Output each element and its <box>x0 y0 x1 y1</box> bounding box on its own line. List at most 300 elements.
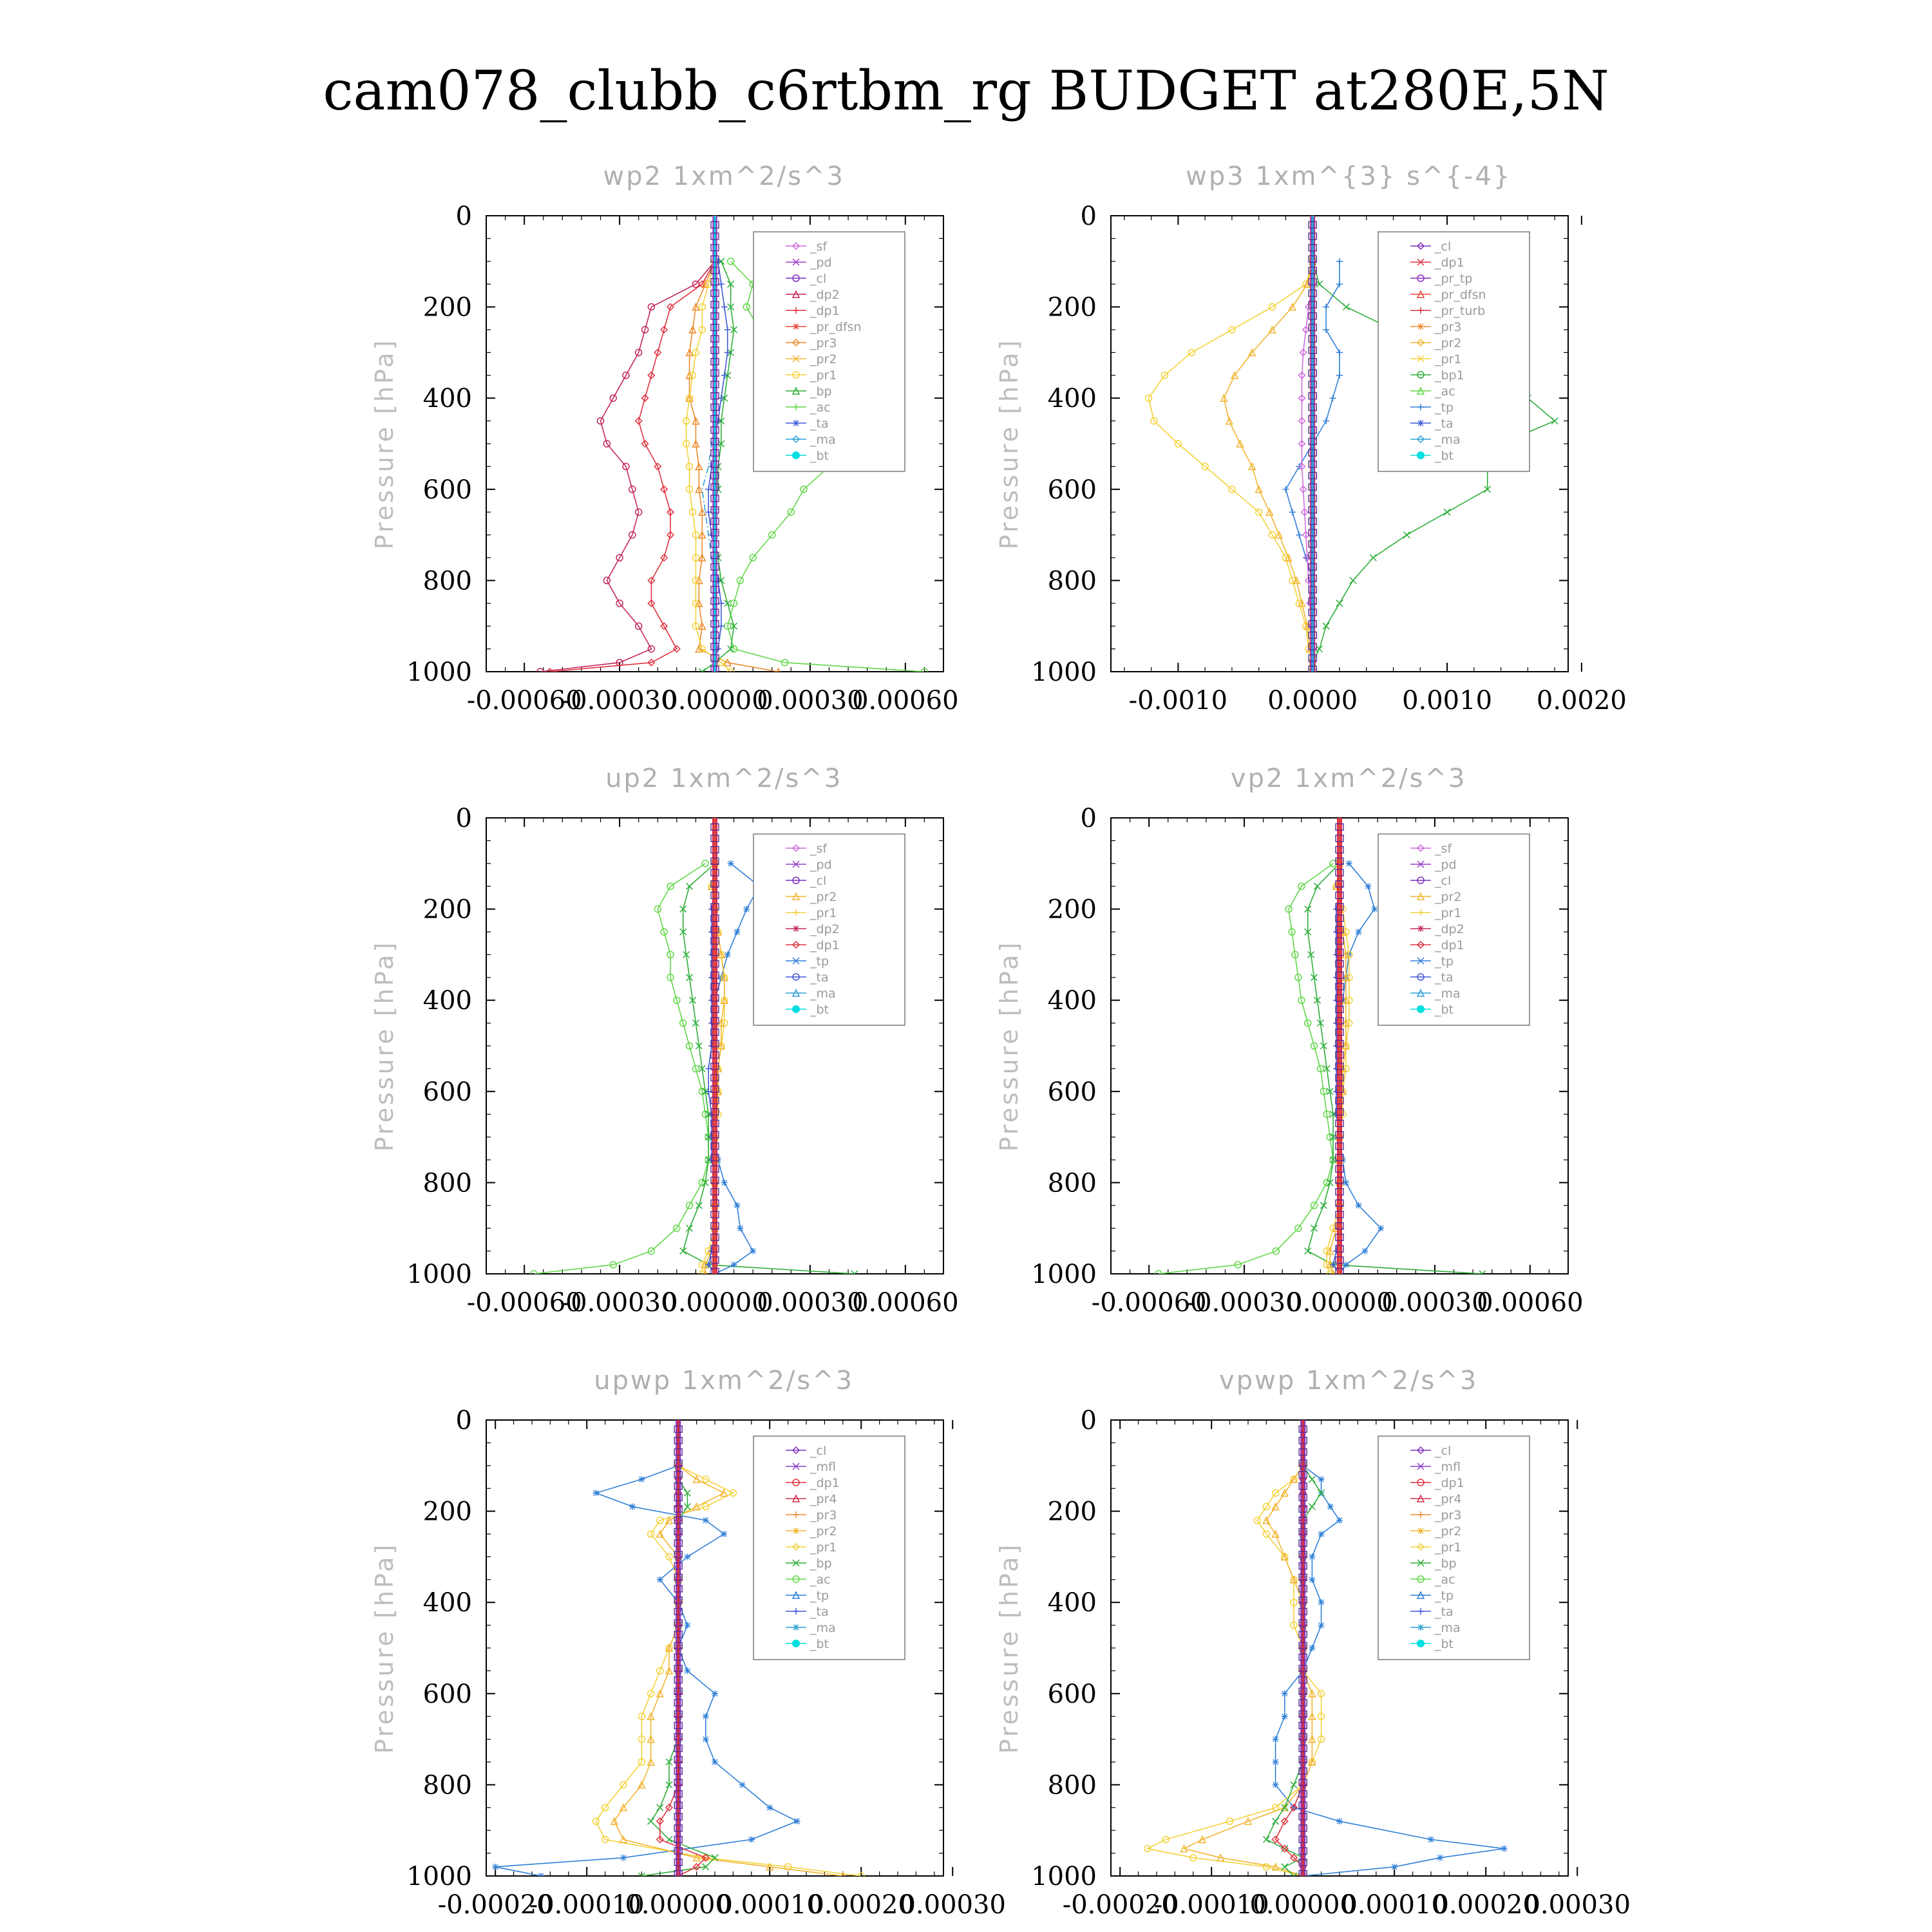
data-point <box>1318 1622 1325 1629</box>
series-dp1 <box>657 1463 709 1879</box>
data-point <box>1323 623 1329 629</box>
data-point <box>1327 1504 1334 1510</box>
legend-label: _pr3 <box>1435 320 1462 334</box>
data-point <box>712 1690 718 1697</box>
data-point <box>1350 577 1356 583</box>
panel-title: upwp 1xm^2/s^3 <box>594 1366 855 1396</box>
legend-label: _tp <box>810 954 829 969</box>
series-line <box>540 261 715 672</box>
y-tick-label: 600 <box>422 1679 472 1709</box>
data-point <box>1318 1531 1325 1537</box>
data-point <box>724 951 731 958</box>
legend-label: _bt <box>810 1637 829 1651</box>
legend-label: _sf <box>810 842 828 856</box>
data-point <box>1336 600 1343 607</box>
x-tick-label: 0.00020 <box>808 1890 914 1920</box>
x-tick-label: -0.00010 <box>529 1890 645 1920</box>
legend-label: _tp <box>1435 1589 1454 1603</box>
legend-label: _pr4 <box>810 1492 837 1506</box>
legend-label: _pr_tp <box>1435 272 1473 286</box>
data-point <box>1330 395 1336 401</box>
legend-label: _bt <box>1435 1637 1454 1651</box>
legend <box>1378 834 1530 1025</box>
legend-label: _pr_turb <box>1435 304 1486 318</box>
legend-marker <box>1417 1624 1424 1631</box>
x-tick-label: -0.00010 <box>1153 1890 1269 1920</box>
series-dp1 <box>1155 860 1336 1277</box>
data-point <box>1371 906 1378 913</box>
figure-title: cam078_clubb_c6rtbm_rg BUDGET at280E,5N <box>323 59 1609 122</box>
legend-label: _cl <box>810 1444 827 1458</box>
data-point <box>703 1517 709 1524</box>
legend <box>1378 232 1530 471</box>
series-line <box>1184 1466 1312 1876</box>
legend-label: _pd <box>810 256 832 270</box>
data-point <box>1428 1836 1434 1842</box>
legend-label: _bt <box>1435 1003 1454 1017</box>
legend-label: _ta <box>810 1605 829 1619</box>
legend-label: _pr2 <box>1435 336 1462 350</box>
legend-label: _pr3 <box>1435 1508 1462 1522</box>
series-pr2 <box>1181 1463 1316 1879</box>
data-point <box>684 1622 690 1629</box>
y-tick-label: 600 <box>422 1077 472 1107</box>
legend-marker <box>1417 420 1424 426</box>
data-point <box>734 929 741 935</box>
panel-3 <box>370 764 959 1318</box>
data-point <box>1273 1736 1279 1743</box>
data-point <box>1309 1553 1315 1560</box>
panel-2 <box>995 162 1627 715</box>
panel-5 <box>370 1366 1006 1920</box>
legend-marker <box>1417 1005 1425 1013</box>
legend-label: _mfl <box>810 1460 836 1474</box>
panel-title: wp2 1xm^2/s^3 <box>603 162 846 191</box>
legend <box>753 834 905 1025</box>
panels <box>370 162 1631 1920</box>
data-point <box>1501 1846 1508 1852</box>
legend-label: _bt <box>1435 449 1454 463</box>
legend-label: _pr3 <box>810 1508 837 1522</box>
series-line <box>1148 1466 1321 1876</box>
x-tick-label: -0.00060 <box>466 686 582 715</box>
data-point <box>1336 372 1343 379</box>
data-point <box>734 1202 741 1209</box>
data-point <box>1323 418 1329 424</box>
x-tick-label: 0.00000 <box>1249 1890 1356 1920</box>
data-point <box>1291 1781 1297 1788</box>
x-tick-label: 0.00000 <box>625 1890 732 1920</box>
y-tick-label: 400 <box>422 986 472 1016</box>
legend-label: _pr_dfsn <box>810 320 862 334</box>
legend-label: _dp1 <box>1435 938 1464 952</box>
data-point <box>1343 304 1349 310</box>
data-point <box>794 1818 800 1824</box>
legend-label: _ac <box>810 401 831 415</box>
legend-label: _dp1 <box>810 1476 840 1490</box>
legend <box>1378 1436 1530 1660</box>
y-tick-label: 400 <box>422 1588 472 1618</box>
data-point <box>492 1864 498 1870</box>
series-line <box>660 1466 706 1876</box>
y-axis-label: Pressure [hPa] <box>995 940 1023 1152</box>
data-point <box>1336 349 1343 355</box>
data-point <box>592 1490 599 1496</box>
data-point <box>750 1248 756 1255</box>
y-tick-label: 0 <box>1080 1406 1097 1435</box>
x-tick-label: 0.00000 <box>661 686 768 715</box>
legend-label: _pr1 <box>810 1540 837 1555</box>
data-point <box>648 1818 654 1824</box>
y-tick-label: 1000 <box>1031 1260 1097 1289</box>
panel-title: vpwp 1xm^2/s^3 <box>1219 1366 1479 1396</box>
data-point <box>712 1759 718 1765</box>
x-tick-label: 0.0000 <box>1267 686 1358 715</box>
legend-marker <box>793 420 799 426</box>
data-point <box>1437 1855 1443 1861</box>
data-point <box>684 1553 690 1560</box>
data-point <box>1444 509 1450 515</box>
data-point <box>1361 1248 1368 1255</box>
y-tick-label: 400 <box>1047 986 1097 1016</box>
y-tick-label: 0 <box>455 202 472 231</box>
legend <box>753 1436 905 1660</box>
x-tick-label: -0.00020 <box>437 1890 553 1920</box>
x-tick-label: 0.00060 <box>852 686 959 715</box>
series-pr1 <box>1145 258 1316 675</box>
data-point <box>1391 1864 1397 1870</box>
legend-label: _ma <box>810 987 836 1001</box>
legend-label: _bp <box>810 1557 832 1571</box>
y-tick-label: 800 <box>422 1770 472 1801</box>
series-bp <box>1263 1463 1324 1879</box>
y-tick-label: 1000 <box>406 1260 472 1289</box>
legend-label: _pr2 <box>810 890 837 904</box>
y-axis-label: Pressure [hPa] <box>995 337 1023 550</box>
data-point <box>657 1577 663 1583</box>
data-point <box>1336 1818 1343 1824</box>
x-tick-label: 0.00000 <box>1286 1288 1393 1318</box>
y-tick-label: 0 <box>455 1406 472 1435</box>
legend-marker <box>1417 925 1424 932</box>
legend-label: _pr2 <box>810 1524 837 1539</box>
y-axis-label: Pressure [hPa] <box>995 1542 1023 1754</box>
data-point <box>1309 1577 1315 1583</box>
data-point <box>1282 1713 1288 1719</box>
y-tick-label: 0 <box>1080 202 1097 231</box>
x-tick-label: -0.00060 <box>1091 1288 1207 1318</box>
legend-label: _bt <box>810 449 829 463</box>
data-point <box>1551 418 1558 424</box>
x-tick-label: 0.00060 <box>852 1288 959 1318</box>
legend-label: _tp <box>810 1589 829 1603</box>
legend-label: _sf <box>810 240 828 254</box>
legend-label: _ma <box>810 1621 836 1635</box>
legend-label: _tp <box>1435 401 1454 415</box>
x-tick-label: -0.00030 <box>1186 1288 1302 1318</box>
x-tick-label: 0.00010 <box>1341 1890 1448 1920</box>
legend-label: _pr1 <box>1435 906 1462 920</box>
data-point <box>1296 532 1302 538</box>
y-tick-label: 0 <box>455 804 472 833</box>
y-tick-label: 600 <box>1047 475 1097 505</box>
y-tick-label: 800 <box>1047 566 1097 596</box>
data-point <box>1346 860 1352 867</box>
data-point <box>1316 281 1323 287</box>
legend-label: _dp2 <box>810 922 840 936</box>
data-point <box>1309 1476 1315 1482</box>
data-point <box>721 1179 728 1186</box>
y-tick-label: 400 <box>1047 384 1097 414</box>
legend-label: _ma <box>1435 987 1461 1001</box>
x-tick-label: 0.00000 <box>661 1288 768 1318</box>
series-line <box>534 864 708 1274</box>
y-tick-label: 0 <box>1080 804 1097 833</box>
series-dp2 <box>537 258 718 675</box>
series-line <box>1266 1466 1321 1876</box>
series-line <box>1159 864 1333 1274</box>
data-point <box>1273 1781 1279 1788</box>
y-tick-label: 800 <box>1047 1770 1097 1801</box>
x-tick-label: 0.00030 <box>1381 1288 1488 1318</box>
legend-label: _pr2 <box>1435 890 1462 904</box>
legend-label: _bp <box>1435 1557 1457 1571</box>
legend-label: _cl <box>1435 1444 1452 1458</box>
series-line <box>495 1466 797 1876</box>
legend-label: _dp1 <box>810 304 840 318</box>
legend-marker <box>1417 1640 1425 1647</box>
legend-label: _dp1 <box>810 938 840 952</box>
x-tick-label: 0.0010 <box>1402 686 1493 715</box>
legend-label: _cl <box>810 272 827 286</box>
data-point <box>657 1804 663 1811</box>
legend-marker <box>793 925 799 932</box>
x-tick-label: -0.00030 <box>562 1288 677 1318</box>
data-point <box>737 1225 743 1231</box>
data-point <box>743 906 750 913</box>
legend-marker <box>793 1624 799 1631</box>
data-point <box>1318 1476 1325 1482</box>
data-point <box>1370 554 1376 561</box>
data-point <box>703 1713 709 1719</box>
legend-marker <box>793 323 799 330</box>
legend-label: _bt <box>810 1003 829 1017</box>
x-tick-label: -0.00020 <box>1062 1890 1178 1920</box>
data-point <box>1289 509 1296 515</box>
data-point <box>1282 486 1289 493</box>
data-point <box>721 304 728 310</box>
series-pr1 <box>1144 1463 1325 1879</box>
data-point <box>680 1248 687 1255</box>
data-point <box>1309 1645 1315 1651</box>
legend-label: _dp1 <box>1435 1476 1464 1490</box>
y-tick-label: 1000 <box>1031 658 1097 687</box>
data-point <box>1273 1818 1279 1824</box>
data-point <box>1309 1504 1315 1510</box>
data-point <box>538 1873 544 1879</box>
data-point <box>1403 532 1410 538</box>
y-tick-label: 600 <box>1047 1077 1097 1107</box>
legend-label: _pr2 <box>810 352 837 366</box>
x-tick-label: 0.00030 <box>757 686 864 715</box>
x-tick-label: 0.00030 <box>899 1890 1006 1920</box>
legend-label: _ta <box>810 971 829 985</box>
legend-marker <box>792 1640 800 1647</box>
data-point <box>687 883 693 889</box>
y-axis-label: Pressure [hPa] <box>370 1542 399 1754</box>
panel-title: up2 1xm^2/s^3 <box>605 764 843 793</box>
data-point <box>721 372 728 379</box>
data-point <box>1336 258 1343 265</box>
y-tick-label: 1000 <box>406 1862 472 1891</box>
series-line <box>550 261 715 672</box>
y-axis-label: Pressure [hPa] <box>370 337 399 550</box>
y-tick-label: 200 <box>1047 895 1097 925</box>
data-point <box>687 1225 693 1231</box>
legend-label: _bp1 <box>1435 368 1464 383</box>
x-tick-label: 0.00060 <box>1477 1288 1584 1318</box>
legend-label: _cl <box>1435 240 1452 254</box>
data-point <box>1311 1225 1318 1231</box>
data-point <box>1356 929 1362 935</box>
panel-4 <box>995 764 1584 1318</box>
data-point <box>724 349 731 355</box>
data-point <box>1336 1517 1343 1524</box>
data-point <box>728 860 734 867</box>
legend-label: _ac <box>1435 384 1455 399</box>
legend-label: _dp2 <box>810 288 840 302</box>
y-tick-label: 400 <box>1047 1588 1097 1618</box>
legend-marker <box>1417 451 1425 459</box>
data-point <box>620 1855 627 1861</box>
legend-label: _cl <box>810 874 827 888</box>
x-tick-label: 0.0020 <box>1536 686 1627 715</box>
legend-label: _pd <box>1435 858 1457 872</box>
y-tick-label: 200 <box>1047 1497 1097 1527</box>
y-tick-label: 1000 <box>1031 1862 1097 1891</box>
legend-label: _mfl <box>1435 1460 1461 1474</box>
data-point <box>1323 327 1329 333</box>
legend-label: _pr2 <box>1435 1524 1462 1539</box>
data-point <box>1314 883 1320 889</box>
legend-label: _pr1 <box>1435 352 1462 366</box>
series-dp1 <box>531 860 712 1277</box>
x-tick-label: -0.00030 <box>562 686 677 715</box>
legend-label: _pr1 <box>810 906 837 920</box>
data-point <box>638 1476 645 1482</box>
legend-label: _ac <box>1435 1573 1455 1587</box>
legend-label: _pr3 <box>810 336 837 350</box>
y-tick-label: 200 <box>1047 292 1097 323</box>
y-tick-label: 600 <box>1047 1679 1097 1709</box>
legend-label: _ta <box>810 417 829 431</box>
panel-title: wp3 1xm^{3} s^{-4} <box>1186 162 1512 191</box>
data-point <box>1320 1202 1327 1209</box>
data-point <box>721 1531 727 1537</box>
legend-marker <box>1417 1528 1424 1534</box>
legend-marker <box>793 1528 799 1534</box>
legend-label: _cl <box>1435 874 1452 888</box>
data-point <box>766 1804 773 1811</box>
legend-label: _ta <box>1435 971 1454 985</box>
data-point <box>1336 281 1343 287</box>
y-tick-label: 200 <box>422 1497 472 1527</box>
y-tick-label: 200 <box>422 895 472 925</box>
data-point <box>684 1667 690 1674</box>
data-point <box>739 1781 746 1788</box>
legend-label: _pr4 <box>1435 1492 1462 1506</box>
data-point <box>1323 304 1329 310</box>
data-point <box>1318 1599 1325 1605</box>
panel-title: vp2 1xm^2/s^3 <box>1230 764 1467 793</box>
data-point <box>748 1836 755 1842</box>
x-tick-label: 0.00030 <box>757 1288 864 1318</box>
legend-label: _pr1 <box>810 368 837 383</box>
y-tick-label: 600 <box>422 475 472 505</box>
data-point <box>1282 1864 1288 1870</box>
legend-label: _dp1 <box>1435 256 1464 270</box>
legend-label: _ma <box>1435 433 1461 447</box>
legend-label: _pd <box>810 858 832 872</box>
legend-label: _pr_dfsn <box>1435 288 1486 302</box>
panel-1 <box>370 162 959 715</box>
x-tick-label: 0.00010 <box>716 1890 823 1920</box>
legend-label: _ta <box>1435 1605 1454 1619</box>
y-tick-label: 400 <box>422 384 472 414</box>
data-point <box>724 327 731 333</box>
legend-label: _tp <box>1435 954 1454 969</box>
y-tick-label: 800 <box>422 566 472 596</box>
legend-marker <box>1417 323 1424 330</box>
y-tick-label: 800 <box>422 1168 472 1198</box>
data-point <box>696 1202 702 1209</box>
legend-label: _ta <box>1435 417 1454 431</box>
data-point <box>1263 1836 1269 1842</box>
legend-marker <box>792 1005 800 1013</box>
data-point <box>1305 1248 1311 1255</box>
data-point <box>1356 1202 1362 1209</box>
data-point <box>724 600 731 607</box>
y-tick-label: 1000 <box>406 658 472 687</box>
x-tick-label: -0.00060 <box>466 1288 582 1318</box>
legend <box>753 232 905 471</box>
y-tick-label: 200 <box>422 292 472 323</box>
data-point <box>1273 1759 1279 1765</box>
x-tick-label: -0.0010 <box>1128 686 1228 715</box>
legend-label: _ac <box>810 1573 831 1587</box>
legend-label: _pr1 <box>1435 1540 1462 1555</box>
y-axis-label: Pressure [hPa] <box>370 940 399 1152</box>
x-tick-label: 0.00030 <box>1524 1890 1631 1920</box>
panel-6 <box>995 1366 1631 1920</box>
data-point <box>703 1736 709 1743</box>
y-tick-label: 800 <box>1047 1168 1097 1198</box>
data-point <box>1365 883 1371 889</box>
data-point <box>1378 1225 1384 1231</box>
legend-label: _ma <box>810 433 836 447</box>
x-tick-label: 0.00020 <box>1432 1890 1539 1920</box>
legend-label: _sf <box>1435 842 1452 856</box>
data-point <box>1316 646 1323 652</box>
data-point <box>1282 1690 1288 1697</box>
legend-label: _ma <box>1435 1621 1461 1635</box>
series-line <box>1148 261 1312 672</box>
legend-label: _dp2 <box>1435 922 1464 936</box>
data-point <box>731 1262 737 1268</box>
legend-label: _bp <box>810 384 832 399</box>
legend-marker <box>792 451 800 459</box>
data-point <box>629 1504 636 1510</box>
